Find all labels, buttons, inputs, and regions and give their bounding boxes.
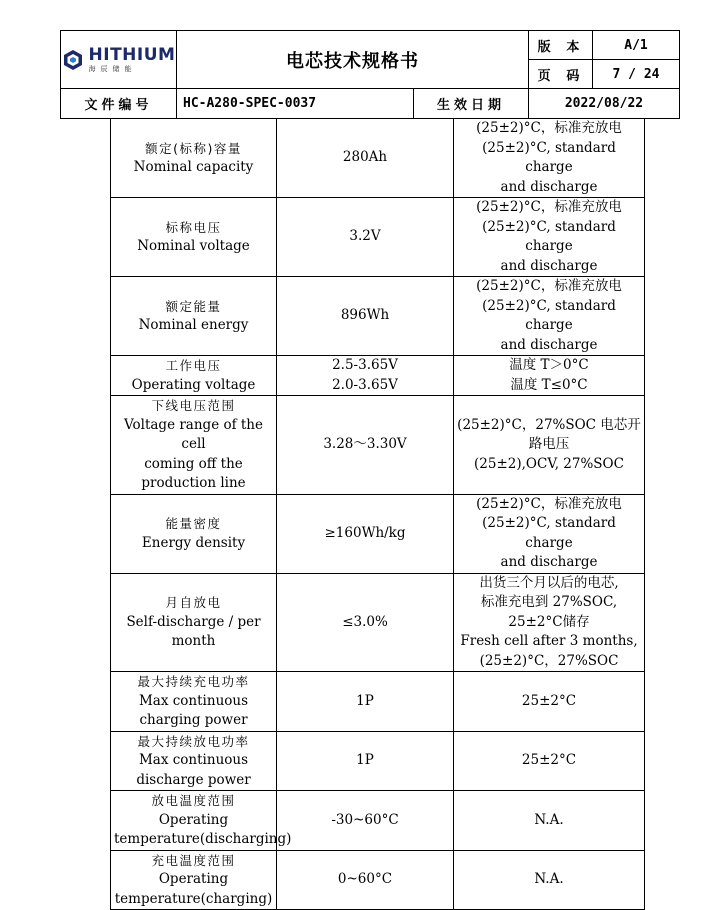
parameter-name-en: coming off the — [144, 455, 243, 472]
parameter-value: ≤3.0% — [342, 613, 388, 630]
test-condition: and discharge — [500, 178, 598, 195]
value-cell — [277, 119, 454, 198]
parameter-value: -30~60°C — [331, 811, 399, 828]
date-value: 2022/08/22 — [529, 89, 680, 119]
parameter-name-en: Self-discharge / per — [126, 613, 261, 630]
condition-cell — [454, 672, 645, 732]
condition-cell — [454, 396, 645, 495]
page-label: 页 码 — [529, 60, 593, 89]
logo-cell — [61, 31, 177, 89]
spec-row — [111, 494, 645, 573]
parameter-value: ≥160Wh/kg — [324, 524, 406, 541]
test-condition: (25±2)°C，标准充放电 — [476, 278, 622, 294]
test-condition: (25±2)°C，27%SOC 电芯开 — [457, 416, 641, 433]
parameter-cell — [111, 731, 277, 791]
spec-row — [111, 396, 645, 495]
parameter-cell — [111, 573, 277, 672]
parameter-cell — [111, 494, 277, 573]
value-cell — [277, 850, 454, 910]
value-cell — [277, 573, 454, 672]
value-cell — [277, 731, 454, 791]
parameter-cell — [111, 198, 277, 277]
parameter-value: 3.2V — [349, 228, 381, 245]
parameter-cell — [111, 672, 277, 732]
parameter-cell — [111, 277, 277, 356]
parameter-value: 280Ah — [342, 149, 388, 166]
parameter-name-en: Nominal energy — [138, 317, 249, 333]
test-condition: 25±2°C — [521, 752, 577, 768]
parameter-cell — [111, 356, 277, 396]
parameter-name-en: Voltage range of the cell — [124, 416, 263, 452]
spec-row — [111, 791, 645, 851]
parameter-cell — [111, 791, 292, 851]
value-cell — [277, 494, 454, 573]
condition-cell — [454, 119, 645, 198]
parameter-name-en: Operating voltage — [131, 376, 256, 393]
test-condition: Fresh cell after 3 months, — [460, 633, 638, 649]
parameter-name-en: Max continuous — [138, 752, 249, 768]
spec-row — [111, 850, 645, 910]
docno-value: HC-A280-SPEC-0037 — [177, 89, 414, 119]
parameter-name-en: temperature(discharging) — [114, 831, 292, 847]
spec-row — [111, 672, 645, 732]
spec-row — [111, 356, 645, 396]
parameter-name-cn: 工作电压 — [165, 358, 222, 373]
condition-cell — [454, 356, 645, 396]
test-condition: (25±2)°C, standard charge — [482, 218, 616, 254]
condition-cell — [454, 277, 645, 356]
test-condition: N.A. — [534, 871, 564, 887]
company-logo — [61, 44, 176, 73]
parameter-name-cn: 放电温度范围 — [151, 793, 236, 808]
test-condition: (25±2)°C, standard charge — [482, 515, 616, 551]
value-cell — [277, 356, 454, 396]
parameter-name-en: temperature(charging) — [114, 890, 273, 907]
parameter-name-cn: 额定能量 — [165, 298, 222, 314]
spec-row — [111, 573, 645, 672]
parameter-value: 3.28～3.30V — [323, 436, 407, 452]
parameter-name-cn: 最大持续放电功率 — [137, 733, 250, 749]
parameter-cell — [111, 119, 277, 198]
test-condition: 出货三个月以后的电芯, — [479, 574, 619, 591]
test-condition: (25±2)°C，标准充放电 — [476, 199, 622, 215]
date-label: 生效日期 — [414, 89, 529, 119]
test-condition: (25±2)°C, standard charge — [482, 139, 616, 175]
condition-cell — [454, 573, 645, 672]
test-condition: (25±2)°C，标准充放电 — [476, 495, 622, 512]
parameter-name-cn: 下线电压范围 — [151, 398, 236, 413]
test-condition: (25±2)°C，标准充放电 — [476, 120, 622, 136]
parameter-name-en: Operating — [158, 871, 229, 887]
test-condition: (25±2)°C, standard charge — [482, 297, 616, 333]
parameter-name-en: charging power — [139, 712, 248, 728]
parameter-name-en: production line — [141, 475, 246, 491]
docno-label: 文件编号 — [61, 89, 177, 119]
parameter-name-en: Max continuous — [138, 692, 249, 709]
test-condition: N.A. — [534, 811, 564, 828]
version-value: A/1 — [593, 31, 680, 60]
test-condition: 25±2°C储存 — [508, 613, 590, 630]
value-cell — [277, 672, 454, 732]
page-value: 7 / 24 — [593, 60, 680, 89]
test-condition: and discharge — [500, 257, 598, 274]
parameter-value: 2.0-3.65V — [332, 376, 398, 393]
condition-cell — [454, 494, 645, 573]
parameter-name-cn: 最大持续充电功率 — [137, 674, 250, 689]
test-condition: and discharge — [500, 336, 598, 353]
parameter-name-en: Nominal voltage — [137, 238, 250, 254]
parameter-name-cn: 额定(标称)容量 — [145, 140, 242, 156]
test-condition: 标准充电到 27%SOC, — [480, 594, 618, 610]
parameter-name-en: Operating — [158, 811, 229, 828]
value-cell — [277, 791, 454, 851]
spec-table — [110, 118, 645, 910]
parameter-value: 1P — [356, 692, 374, 709]
parameter-name-en: discharge power — [136, 771, 251, 788]
document-title: 电芯技术规格书 — [177, 31, 529, 89]
parameter-value: 2.5-3.65V — [332, 357, 398, 373]
parameter-value: 896Wh — [340, 307, 390, 324]
version-label: 版 本 — [529, 31, 593, 60]
parameter-name-en: Nominal capacity — [133, 159, 254, 175]
value-cell — [277, 277, 454, 356]
value-cell — [277, 396, 454, 495]
parameter-value: 0~60°C — [337, 871, 393, 887]
test-condition: and discharge — [500, 554, 598, 570]
test-condition: (25±2),OCV, 27%SOC — [474, 455, 624, 472]
document-header — [60, 30, 680, 119]
parameter-cell — [111, 850, 277, 910]
spec-row — [111, 119, 645, 198]
spec-row — [111, 731, 645, 791]
parameter-value: 1P — [356, 752, 374, 768]
test-condition: 路电压 — [528, 436, 570, 452]
company-name-cn: 海辰储能 — [88, 64, 137, 73]
parameter-name-en: Energy density — [141, 534, 246, 551]
parameter-name-cn: 标称电压 — [165, 219, 222, 235]
parameter-name-cn: 能量密度 — [165, 516, 222, 531]
hithium-logo-icon — [62, 49, 84, 71]
parameter-cell — [111, 396, 277, 495]
condition-cell — [454, 791, 645, 851]
test-condition: (25±2)°C，27%SOC — [479, 652, 619, 669]
spec-row — [111, 198, 645, 277]
company-name: HITHIUM — [88, 44, 176, 65]
parameter-name-cn: 充电温度范围 — [151, 852, 236, 868]
condition-cell — [454, 198, 645, 277]
value-cell — [277, 198, 454, 277]
parameter-name-en: month — [171, 633, 216, 649]
parameter-name-cn: 月自放电 — [165, 595, 222, 610]
condition-cell — [454, 850, 645, 910]
condition-cell — [454, 731, 645, 791]
test-condition: 温度 T≤0°C — [510, 376, 588, 393]
spec-row — [111, 277, 645, 356]
test-condition: 25±2°C — [521, 692, 577, 709]
test-condition: 温度 T＞0°C — [509, 357, 589, 373]
